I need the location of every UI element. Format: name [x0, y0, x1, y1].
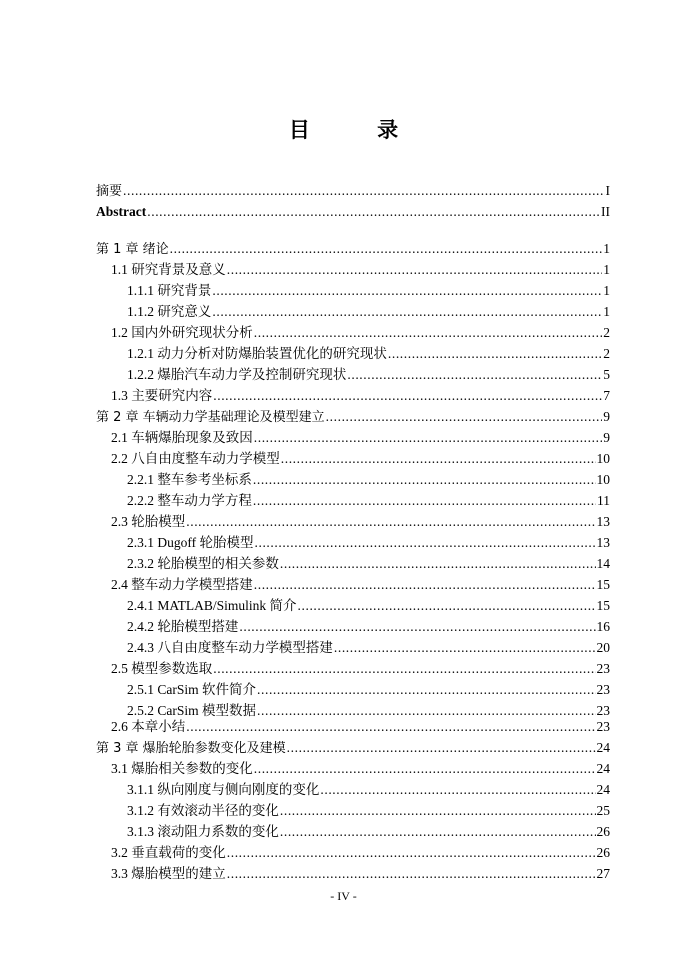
toc-entry-subsection[interactable]	[96, 553, 610, 574]
toc-entry-label: 1.2.2 爆胎汽车动力学及控制研究现状	[127, 367, 347, 382]
toc-entry-page: 2	[603, 346, 610, 361]
toc-entry-label: 摘要	[96, 184, 123, 199]
toc-entry-page: 1	[603, 262, 610, 277]
toc-leader-dots	[254, 427, 603, 448]
toc-leader-dots	[254, 574, 596, 595]
toc-entry-label: 2.4 整车动力学模型搭建	[111, 577, 253, 592]
toc-entry-label: 第 3 章 爆胎轮胎参数变化及建模	[96, 741, 286, 756]
toc-entry-page: 13	[596, 535, 610, 550]
toc-entry-page: 26	[596, 824, 610, 839]
toc-entry-label: 3.1.2 有效滚动半径的变化	[127, 803, 279, 818]
toc-entry-chapter-3[interactable]	[96, 737, 610, 758]
toc-entry-label: 3.3 爆胎模型的建立	[111, 866, 226, 881]
toc-entry-label: 1.2 国内外研究现状分析	[111, 325, 253, 340]
toc-leader-dots	[287, 737, 596, 758]
toc-leader-dots	[239, 616, 595, 637]
toc-entry-subsection[interactable]	[96, 679, 610, 700]
toc-entry-page: 20	[596, 640, 610, 655]
toc-entry-section[interactable]	[96, 842, 610, 863]
toc-leader-dots	[281, 448, 596, 469]
toc-entry-page: 23	[596, 682, 610, 697]
toc-entry-label: 1.2.1 动力分析对防爆胎装置优化的研究现状	[127, 346, 387, 361]
toc-entry-label: 2.3.1 Dugoff 轮胎模型	[127, 535, 254, 550]
toc-entry-page: 15	[596, 598, 610, 613]
toc-entry-page: 1	[603, 304, 610, 319]
toc-entry-page: 25	[596, 803, 610, 818]
toc-entry-page: 23	[596, 719, 610, 734]
toc-entry-page: 13	[596, 514, 610, 529]
toc-leader-dots	[334, 637, 596, 658]
toc-entry-page: 11	[597, 493, 610, 508]
toc-leader-dots	[213, 385, 602, 406]
toc-leader-dots	[298, 595, 596, 616]
toc-leader-dots	[212, 301, 602, 322]
toc-entry-section[interactable]	[96, 448, 610, 469]
toc-entry-subsection[interactable]	[96, 595, 610, 616]
toc-entry-page: 1	[603, 283, 610, 298]
toc-entry-page: II	[601, 204, 610, 219]
toc-entry-label: 2.3.2 轮胎模型的相关参数	[127, 556, 279, 571]
toc-entry-section[interactable]	[96, 259, 610, 280]
toc-entry-subsection[interactable]	[96, 343, 610, 364]
toc-entry-label: 1.3 主要研究内容	[111, 388, 213, 403]
toc-leader-dots	[213, 658, 595, 679]
toc-entry-label: 3.2 垂直载荷的变化	[111, 845, 226, 860]
toc-entry-section[interactable]	[96, 385, 610, 406]
toc-entry-label: 2.5.2 CarSim 模型数据	[127, 703, 257, 718]
toc-entry-page: 14	[596, 556, 610, 571]
toc-leader-dots	[254, 758, 596, 779]
toc-entry-page: 24	[596, 740, 610, 755]
toc-entry-label: 1.1.1 研究背景	[127, 283, 212, 298]
toc-entry-page: 27	[596, 866, 610, 881]
toc-entry-subsection[interactable]	[96, 637, 610, 658]
toc-entry-label: 1.1 研究背景及意义	[111, 262, 226, 277]
toc-entry-page: 24	[596, 761, 610, 776]
toc-entry-section[interactable]	[96, 758, 610, 779]
toc-entry-label: 2.1 车辆爆胎现象及致因	[111, 430, 253, 445]
toc-entry-page: 26	[596, 845, 610, 860]
toc-entry-page: 23	[596, 703, 610, 718]
toc-entry-page: 16	[596, 619, 610, 634]
toc-entry-page: I	[605, 183, 610, 198]
toc-entry-subsection[interactable]	[96, 469, 610, 490]
toc-entry-label: 2.4.3 八自由度整车动力学模型搭建	[127, 640, 333, 655]
toc-entry-page: 5	[603, 367, 610, 382]
toc-leader-dots	[280, 821, 596, 842]
toc-leader-dots	[253, 469, 596, 490]
toc-entry-subsection[interactable]	[96, 532, 610, 553]
toc-entry-abstract-cn[interactable]	[96, 180, 610, 201]
toc-entry-label: 2.4.2 轮胎模型搭建	[127, 619, 239, 634]
toc-entry-section[interactable]	[96, 863, 610, 884]
toc-leader-dots	[186, 716, 595, 737]
toc-leader-dots	[255, 532, 596, 553]
toc-leader-dots	[280, 553, 596, 574]
toc-entry-page: 10	[596, 451, 610, 466]
toc-leader-dots	[227, 863, 596, 884]
toc-leader-dots	[280, 800, 596, 821]
toc-entry-label: 2.4.1 MATLAB/Simulink 简介	[127, 598, 297, 613]
toc-entry-label: 第 1 章 绪论	[96, 242, 169, 257]
toc-entry-label: 2.2.1 整车参考坐标系	[127, 472, 252, 487]
toc-entry-label: 3.1.3 滚动阻力系数的变化	[127, 824, 279, 839]
toc-leader-dots	[227, 842, 596, 863]
toc-leader-dots	[170, 238, 603, 259]
toc-entry-subsection[interactable]	[96, 280, 610, 301]
toc-entry-label: 2.2.2 整车动力学方程	[127, 493, 252, 508]
toc-leader-dots	[388, 343, 602, 364]
toc-entry-page: 9	[603, 409, 610, 424]
toc-entry-label: 1.1.2 研究意义	[127, 304, 212, 319]
toc-entry-chapter-1[interactable]	[96, 238, 610, 259]
toc-entry-chapter-2[interactable]	[96, 406, 610, 427]
toc-leader-dots	[212, 280, 602, 301]
toc-entry-section[interactable]	[96, 427, 610, 448]
toc-leader-dots	[347, 364, 602, 385]
toc-entry-label: 2.6 本章小结	[111, 719, 186, 734]
page-number-footer: - IV -	[330, 889, 357, 903]
toc-entry-label: 2.5 模型参数选取	[111, 661, 213, 676]
toc-leader-dots	[147, 201, 600, 222]
toc-entry-label: 2.2 八自由度整车动力学模型	[111, 451, 280, 466]
toc-entry-label: 2.5.1 CarSim 软件简介	[127, 682, 257, 697]
toc-entry-page: 15	[596, 577, 610, 592]
toc-entry-label: 3.1 爆胎相关参数的变化	[111, 761, 253, 776]
toc-leader-dots	[320, 779, 595, 800]
toc-entry-subsection[interactable]	[96, 364, 610, 385]
toc-leader-dots	[253, 490, 596, 511]
toc-entry-page: 24	[596, 782, 610, 797]
toc-entry-label: Abstract	[96, 204, 147, 219]
toc-leader-dots	[123, 180, 604, 201]
toc-leader-dots	[257, 679, 595, 700]
toc-entry-subsection[interactable]	[96, 301, 610, 322]
toc-entry-abstract-en[interactable]	[96, 201, 610, 222]
toc-entry-section[interactable]	[96, 574, 610, 595]
toc-entry-page: 23	[596, 661, 610, 676]
toc-entry-label: 第 2 章 车辆动力学基础理论及模型建立	[96, 410, 325, 425]
toc-entry-subsection[interactable]	[96, 616, 610, 637]
toc-entry-page: 1	[603, 241, 610, 256]
toc-leader-dots	[326, 406, 603, 427]
toc-entry-subsection[interactable]	[96, 800, 610, 821]
toc-entry-label: 3.1.1 纵向刚度与侧向刚度的变化	[127, 782, 320, 797]
toc-entry-subsection[interactable]	[96, 490, 610, 511]
toc-leader-dots	[227, 259, 603, 280]
toc-entry-section[interactable]	[96, 716, 610, 737]
toc-entry-section[interactable]	[96, 658, 610, 679]
toc-leader-dots	[254, 322, 603, 343]
toc-entry-page: 2	[603, 325, 610, 340]
toc-entry-page: 7	[603, 388, 610, 403]
toc-leader-dots	[186, 511, 595, 532]
page-title: 目 录	[288, 118, 429, 142]
toc-entry-subsection[interactable]	[96, 821, 610, 842]
toc-entry-section[interactable]	[96, 511, 610, 532]
toc-entry-label: 2.3 轮胎模型	[111, 514, 186, 529]
toc-entry-subsection[interactable]	[96, 779, 610, 800]
toc-entry-page: 9	[603, 430, 610, 445]
toc-entry-page: 10	[596, 472, 610, 487]
toc-entry-section[interactable]	[96, 322, 610, 343]
